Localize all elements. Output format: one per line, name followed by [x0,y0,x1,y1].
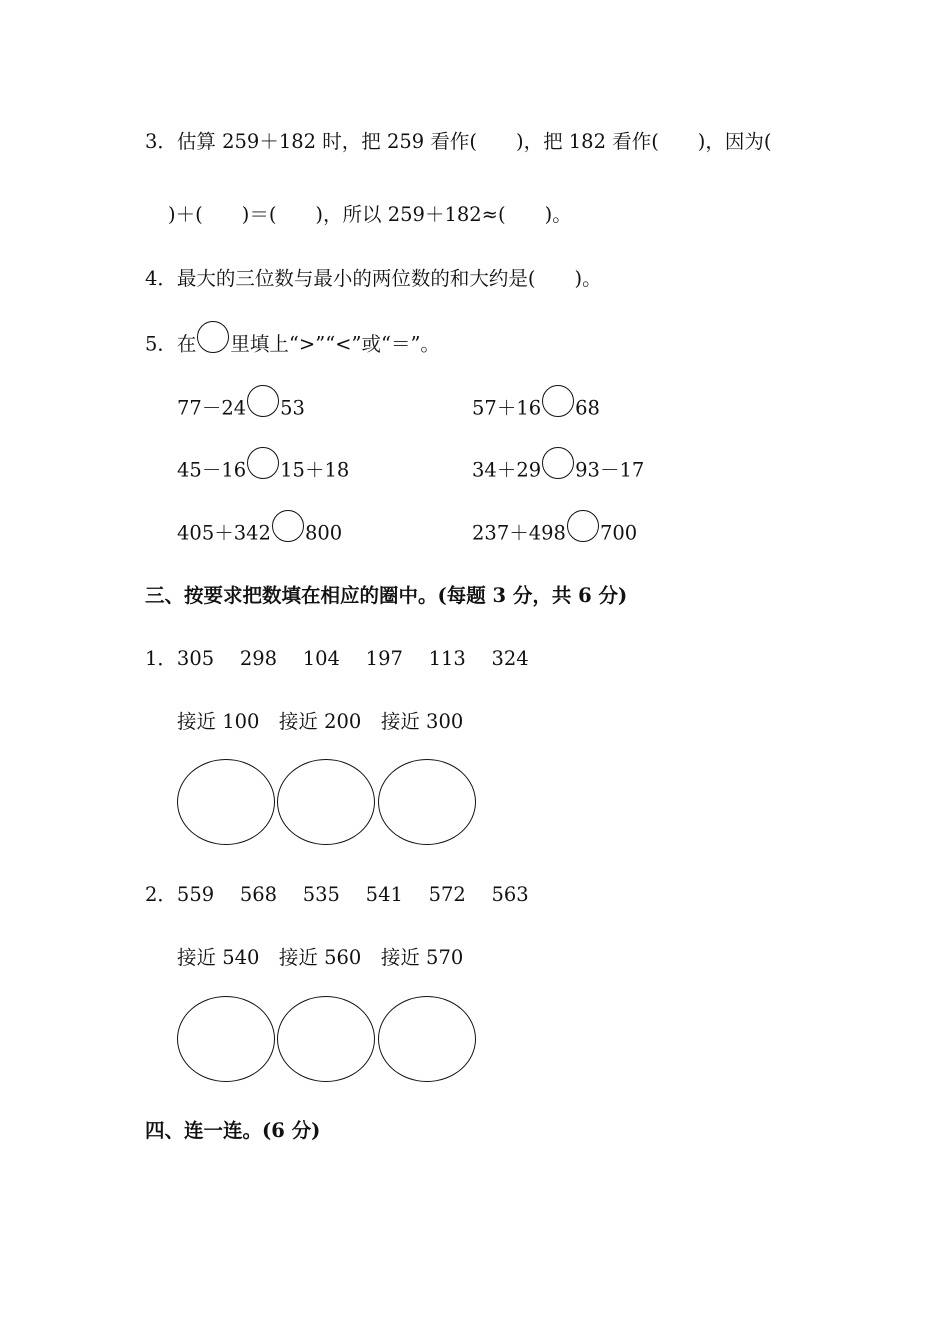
compare-item: 405＋342 800 [177,518,342,550]
compare-circle[interactable] [542,385,574,417]
answer-oval[interactable] [177,759,275,845]
q5-post: 里填上“>”“<”或“＝”。 [230,332,440,356]
answer-oval[interactable] [277,996,375,1082]
section-3-title: 三、按要求把数填在相应的圈中。(每题 3 分，共 6 分) [145,584,628,607]
compare-item: 34＋29 93－17 [472,455,644,487]
compare-item: 77－24 53 [177,393,305,425]
section-4-title: 四、连一连。(6 分) [145,1119,321,1142]
section3-p2-labels: 接近 540 接近 560 接近 570 [177,946,464,969]
question-4: 4．最大的三位数与最小的两位数的和大约是( )。 [145,267,602,290]
compare-item: 57＋16 68 [472,393,600,425]
compare-item: 237＋498 700 [472,518,637,550]
compare-circle[interactable] [247,385,279,417]
answer-oval[interactable] [277,759,375,845]
compare-item: 45－16 15＋18 [177,455,349,487]
answer-oval[interactable] [378,996,476,1082]
compare-circle[interactable] [542,447,574,479]
compare-circle-icon [197,321,229,353]
section3-p1-numbers: 1．305 298 104 197 113 324 [145,647,529,670]
q5-pre: 5．在 [145,332,197,356]
section3-p2-numbers: 2．559 568 535 541 572 563 [145,883,529,906]
q3-line2: )＋( )＝( )，所以 259＋182≈( )。 [168,203,572,226]
answer-oval[interactable] [378,759,476,845]
compare-circle[interactable] [247,447,279,479]
section3-p1-labels: 接近 100 接近 200 接近 300 [177,710,464,733]
q3-line1: 3．估算 259＋182 时，把 259 看作( )，把 182 看作( )，因为( [145,130,772,153]
answer-oval[interactable] [177,996,275,1082]
compare-circle[interactable] [567,510,599,542]
question-5-prompt [145,329,440,361]
compare-circle[interactable] [272,510,304,542]
